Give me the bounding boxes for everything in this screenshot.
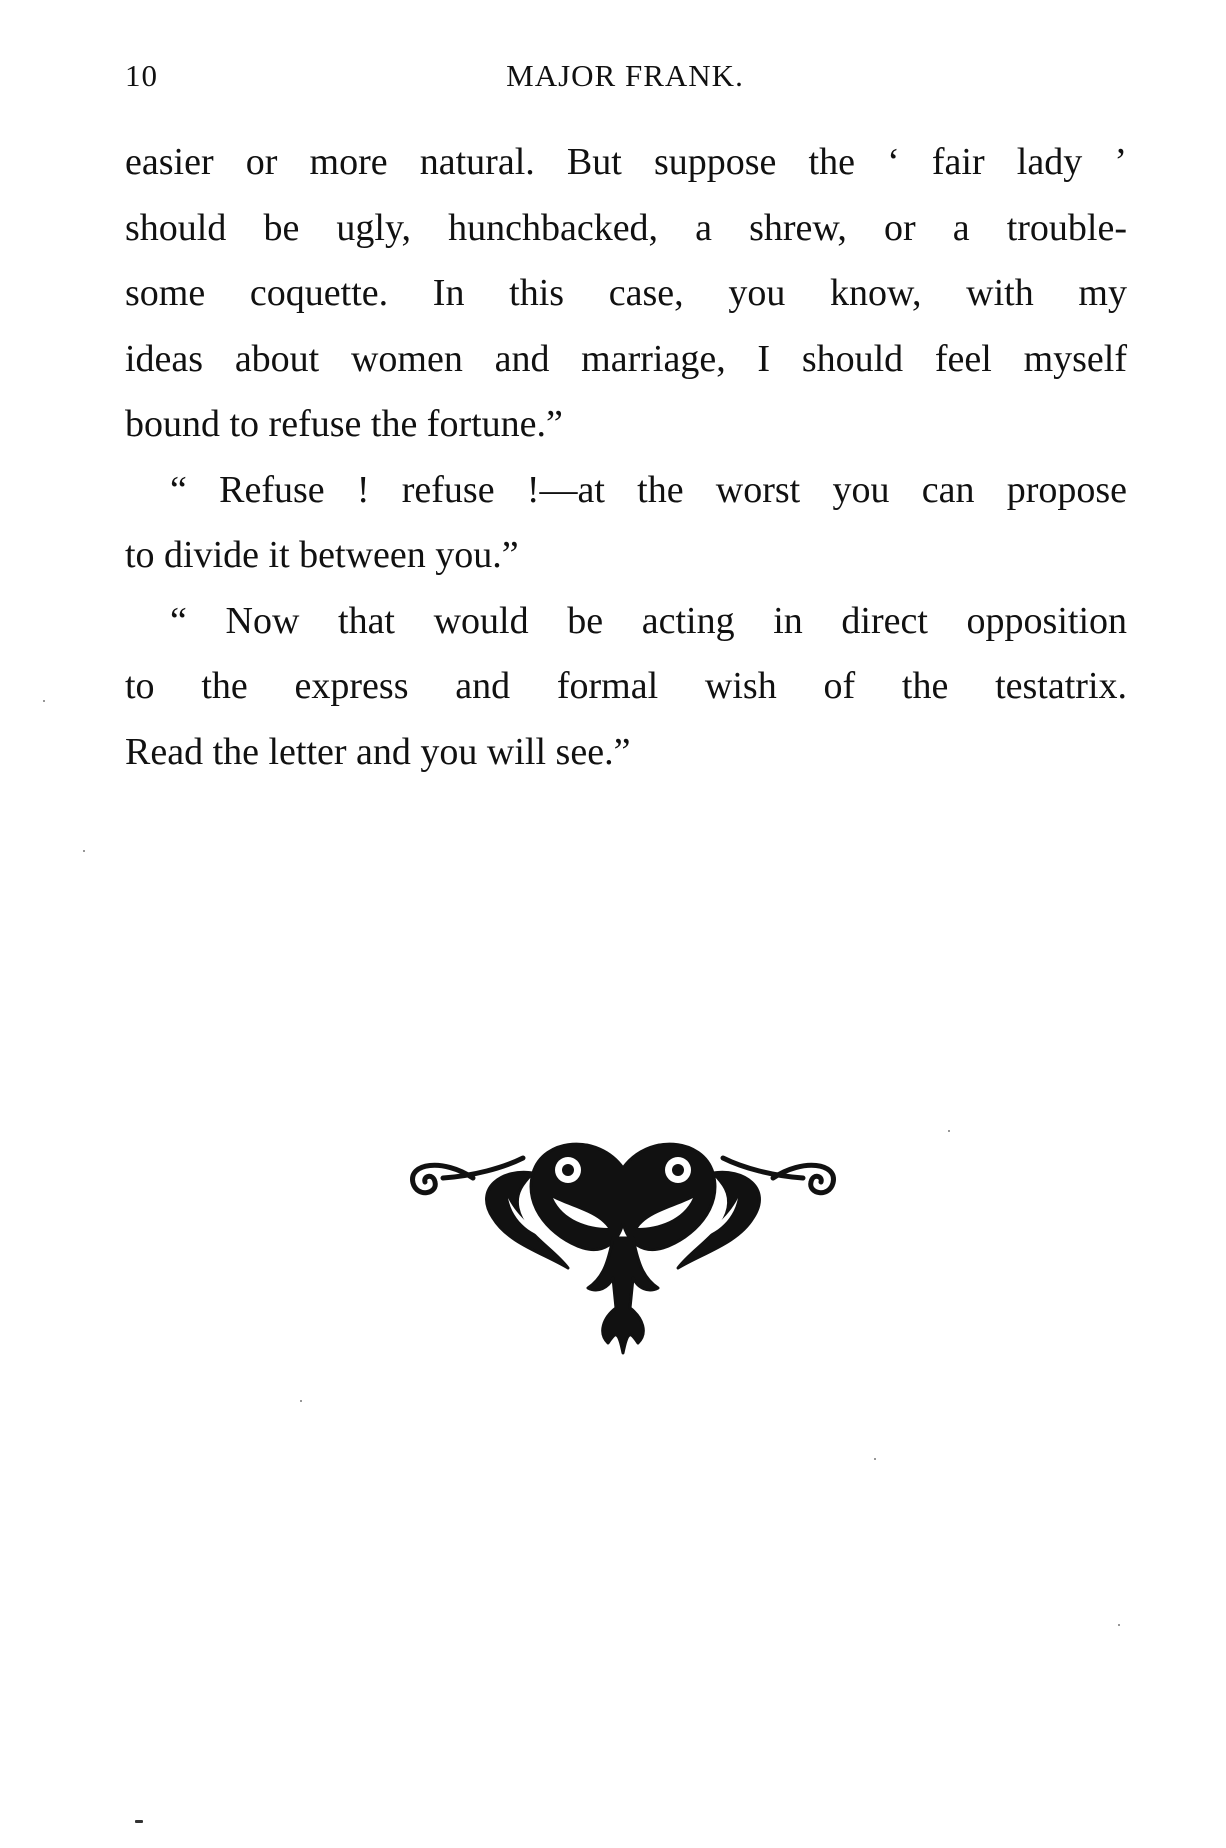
paper-speck (874, 1458, 876, 1460)
text-line: to divide it between you.” (125, 534, 519, 576)
text-line: bound to refuse the fortune.” (125, 403, 563, 445)
body-text (125, 130, 1127, 785)
book-title: MAJOR FRANK. (506, 58, 744, 93)
text-line: ideas about women and marriage, I should feel myself (125, 337, 1127, 380)
paper-speck (83, 850, 85, 852)
paragraph (125, 458, 1127, 589)
text-line: easier or more natural. But suppose the ‘ fair lady ’ (125, 141, 1127, 183)
running-head (125, 58, 1125, 102)
text-line: Read the letter and you will see.” (125, 730, 631, 773)
paragraph (125, 130, 1127, 458)
text-line: to the express and formal wish of the testatrix. (125, 665, 1127, 707)
paragraph (125, 589, 1127, 786)
text-line: “ Refuse ! refuse !—at the worst you can propose (170, 468, 1127, 511)
paper-speck (300, 1400, 302, 1402)
text-line: “ Now that would be acting in direct opposition (170, 599, 1127, 642)
paper-speck (43, 700, 45, 702)
page-number: 10 (125, 58, 158, 93)
paper-speck (135, 1820, 143, 1823)
paper-speck (948, 1130, 950, 1132)
text-line: some coquette. In this case, you know, with my (125, 272, 1127, 314)
text-line: should be ugly, hunchbacked, a shrew, or a trouble- (125, 206, 1127, 249)
paper-speck (1118, 1624, 1120, 1626)
tailpiece-ornament-icon (403, 1128, 843, 1368)
